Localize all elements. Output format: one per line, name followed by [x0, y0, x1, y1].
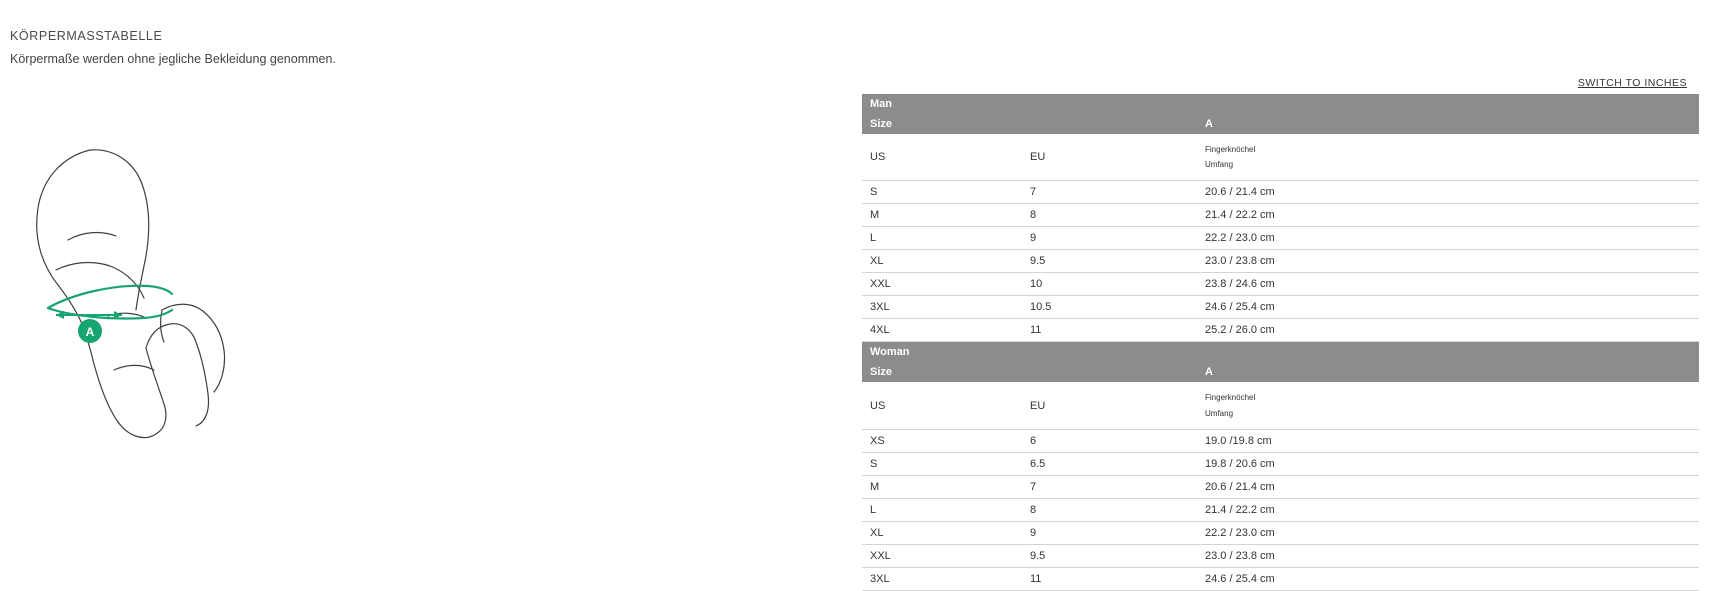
cell-us: S: [862, 452, 1022, 475]
page-subtitle: Körpermaße werden ohne jegliche Bekleidung genommen.: [10, 52, 336, 66]
sub-header-measure-line2: Umfang: [1205, 408, 1234, 418]
cell-eu: 8: [1022, 498, 1197, 521]
hand-measurement-diagram: [10, 120, 310, 450]
cell-us: L: [862, 498, 1022, 521]
cell-eu: 11: [1022, 567, 1197, 590]
cell-eu: 9: [1022, 521, 1197, 544]
cell-eu: 9.5: [1022, 250, 1197, 273]
measurement-arrow: [48, 286, 172, 343]
table-row: [862, 429, 1699, 452]
table-row: [862, 498, 1699, 521]
table-row: [862, 319, 1699, 342]
cell-us: L: [862, 227, 1022, 250]
cell-us: XL: [862, 250, 1022, 273]
cell-eu: 9.5: [1022, 544, 1197, 567]
sub-header-man: [862, 134, 1699, 181]
table-row: [862, 475, 1699, 498]
cell-eu: 9: [1022, 227, 1197, 250]
column-header-woman: [862, 362, 1699, 382]
table-row: [862, 296, 1699, 319]
sub-header-measure: [1197, 134, 1699, 181]
cell-a: 23.0 / 23.8 cm: [1197, 544, 1699, 567]
sub-header-measure-line1: Fingerknöchel: [1205, 145, 1256, 154]
cell-a: 22.2 / 23.0 cm: [1197, 521, 1699, 544]
column-header-man: [862, 114, 1699, 134]
sub-header-measure: [1197, 382, 1699, 429]
table-row: [862, 227, 1699, 250]
column-header-blank: [1022, 362, 1197, 382]
cell-eu: 8: [1022, 204, 1197, 227]
cell-a: 24.6 / 25.4 cm: [1197, 296, 1699, 319]
cell-us: XS: [862, 429, 1022, 452]
table-row: [862, 567, 1699, 590]
table-row: [862, 250, 1699, 273]
cell-eu: 10.5: [1022, 296, 1197, 319]
cell-a: 23.0 / 23.8 cm: [1197, 250, 1699, 273]
cell-us: XL: [862, 521, 1022, 544]
sub-header-measure-line2: Umfang: [1205, 160, 1234, 170]
table-row: [862, 452, 1699, 475]
page-title: KÖRPERMASSTABELLE: [10, 29, 163, 43]
cell-a: 19.8 / 20.6 cm: [1197, 452, 1699, 475]
cell-a: 19.0 /19.8 cm: [1197, 429, 1699, 452]
column-header-blank: [1022, 114, 1197, 134]
cell-us: M: [862, 475, 1022, 498]
hand-illustration-svg: [10, 120, 310, 450]
column-header-a: A: [1197, 114, 1699, 134]
group-label: Woman: [862, 342, 1699, 363]
cell-eu: 6: [1022, 429, 1197, 452]
measurement-marker-a-label: A: [85, 325, 95, 339]
cell-a: 21.4 / 22.2 cm: [1197, 498, 1699, 521]
cell-us: M: [862, 204, 1022, 227]
cell-eu: 6.5: [1022, 452, 1197, 475]
sub-header-eu: EU: [1022, 134, 1197, 181]
table-row: [862, 181, 1699, 204]
cell-us: 4XL: [862, 319, 1022, 342]
column-header-size: Size: [862, 362, 1022, 382]
column-header-size: Size: [862, 114, 1022, 134]
cell-eu: 11: [1022, 319, 1197, 342]
group-header-woman: [862, 342, 1699, 363]
cell-eu: 7: [1022, 475, 1197, 498]
cell-us: XXL: [862, 544, 1022, 567]
sub-header-woman: [862, 382, 1699, 429]
cell-us: 3XL: [862, 296, 1022, 319]
cell-a: 20.6 / 21.4 cm: [1197, 181, 1699, 204]
table-row: [862, 544, 1699, 567]
table-row: [862, 204, 1699, 227]
column-header-a: A: [1197, 362, 1699, 382]
cell-eu: 7: [1022, 181, 1197, 204]
table-row: [862, 521, 1699, 544]
sub-header-eu: EU: [1022, 382, 1197, 429]
cell-us: XXL: [862, 273, 1022, 296]
sub-header-us: US: [862, 382, 1022, 429]
cell-a: 25.2 / 26.0 cm: [1197, 319, 1699, 342]
sub-header-measure-line1: Fingerknöchel: [1205, 393, 1256, 403]
table-row: [862, 273, 1699, 296]
cell-a: 22.2 / 23.0 cm: [1197, 227, 1699, 250]
cell-eu: 10: [1022, 273, 1197, 296]
cell-us: S: [862, 181, 1022, 204]
size-table-container: [862, 94, 1699, 591]
size-table: [862, 94, 1699, 591]
cell-a: 21.4 / 22.2 cm: [1197, 204, 1699, 227]
group-label: Man: [862, 94, 1699, 114]
cell-a: 23.8 / 24.6 cm: [1197, 273, 1699, 296]
cell-us: 3XL: [862, 567, 1022, 590]
sub-header-us: US: [862, 134, 1022, 181]
cell-a: 24.6 / 25.4 cm: [1197, 567, 1699, 590]
cell-a: 20.6 / 21.4 cm: [1197, 475, 1699, 498]
switch-to-inches-link[interactable]: SWITCH TO INCHES: [1577, 77, 1687, 89]
group-header-man: [862, 94, 1699, 114]
